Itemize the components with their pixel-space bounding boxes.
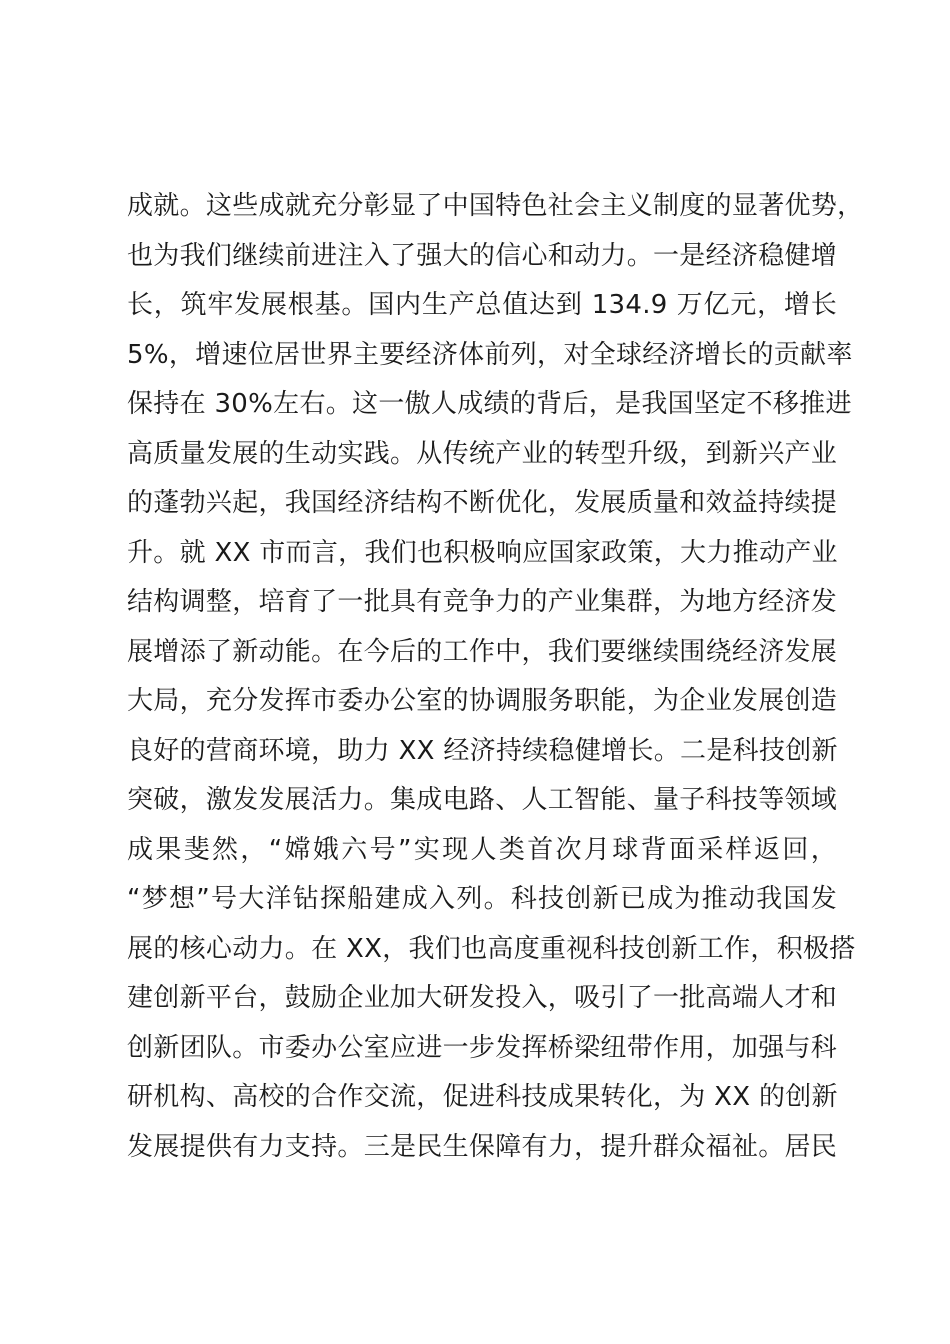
text-line-6: 高质量发展的生动实践。从传统产业的转型升级，到新兴产业 (127, 438, 838, 469)
text-line-8: 升。就 XX 市而言，我们也积极响应国家政策，大力推动产业 (127, 537, 838, 568)
text-line-2: 也为我们继续前进注入了强大的信心和动力。一是经济稳健增 (127, 240, 838, 271)
text-line-9: 结构调整，培育了一批具有竞争力的产业集群，为地方经济发 (127, 587, 838, 617)
text-line-5: 保持在 30%左右。这一傲人成绩的背后，是我国坚定不移推进 (127, 389, 852, 419)
text-line-4: 5%，增速位居世界主要经济体前列，对全球经济增长的贡献率 (127, 339, 853, 370)
text-line-10: 展增添了新动能。在今后的工作中，我们要继续围绕经济发展 (127, 636, 838, 667)
text-line-3: 长，筑牢发展根基。国内生产总值达到 134.9 万亿元，增长 (127, 290, 837, 320)
text-line-7: 的蓬勃兴起，我国经济结构不断优化，发展质量和效益持续提 (127, 488, 838, 518)
text-line-16: 展的核心动力。在 XX，我们也高度重视科技创新工作，积极搭 (127, 933, 856, 964)
text-line-17: 建创新平台，鼓励企业加大研发投入，吸引了一批高端人才和 (127, 983, 838, 1013)
text-line-12: 良好的营商环境，助力 XX 经济持续稳健增长。二是科技创新 (127, 735, 838, 766)
text-line-1: 成就。这些成就充分彰显了中国特色社会主义制度的显著优势， (127, 191, 864, 221)
text-line-11: 大局，充分发挥市委办公室的协调服务职能，为企业发展创造 (127, 686, 838, 716)
text-line-13: 突破，激发发展活力。集成电路、人工智能、量子科技等领域 (127, 785, 838, 815)
body-text (127, 182, 864, 1172)
text-line-20: 发展提供有力支持。三是民生保障有力，提升群众福祉。居民 (127, 1131, 838, 1162)
text-line-18: 创新团队。市委办公室应进一步发挥桥梁纽带作用，加强与科 (127, 1032, 838, 1063)
text-line-14: 成果斐然，“嫦娥六号”实现人类首次月球背面采样返回， (127, 834, 837, 865)
text-line-15: “梦想”号大洋钻探船建成入列。科技创新已成为推动我国发 (127, 884, 837, 914)
text-line-19: 研机构、高校的合作交流，促进科技成果转化，为 XX 的创新 (127, 1082, 838, 1112)
